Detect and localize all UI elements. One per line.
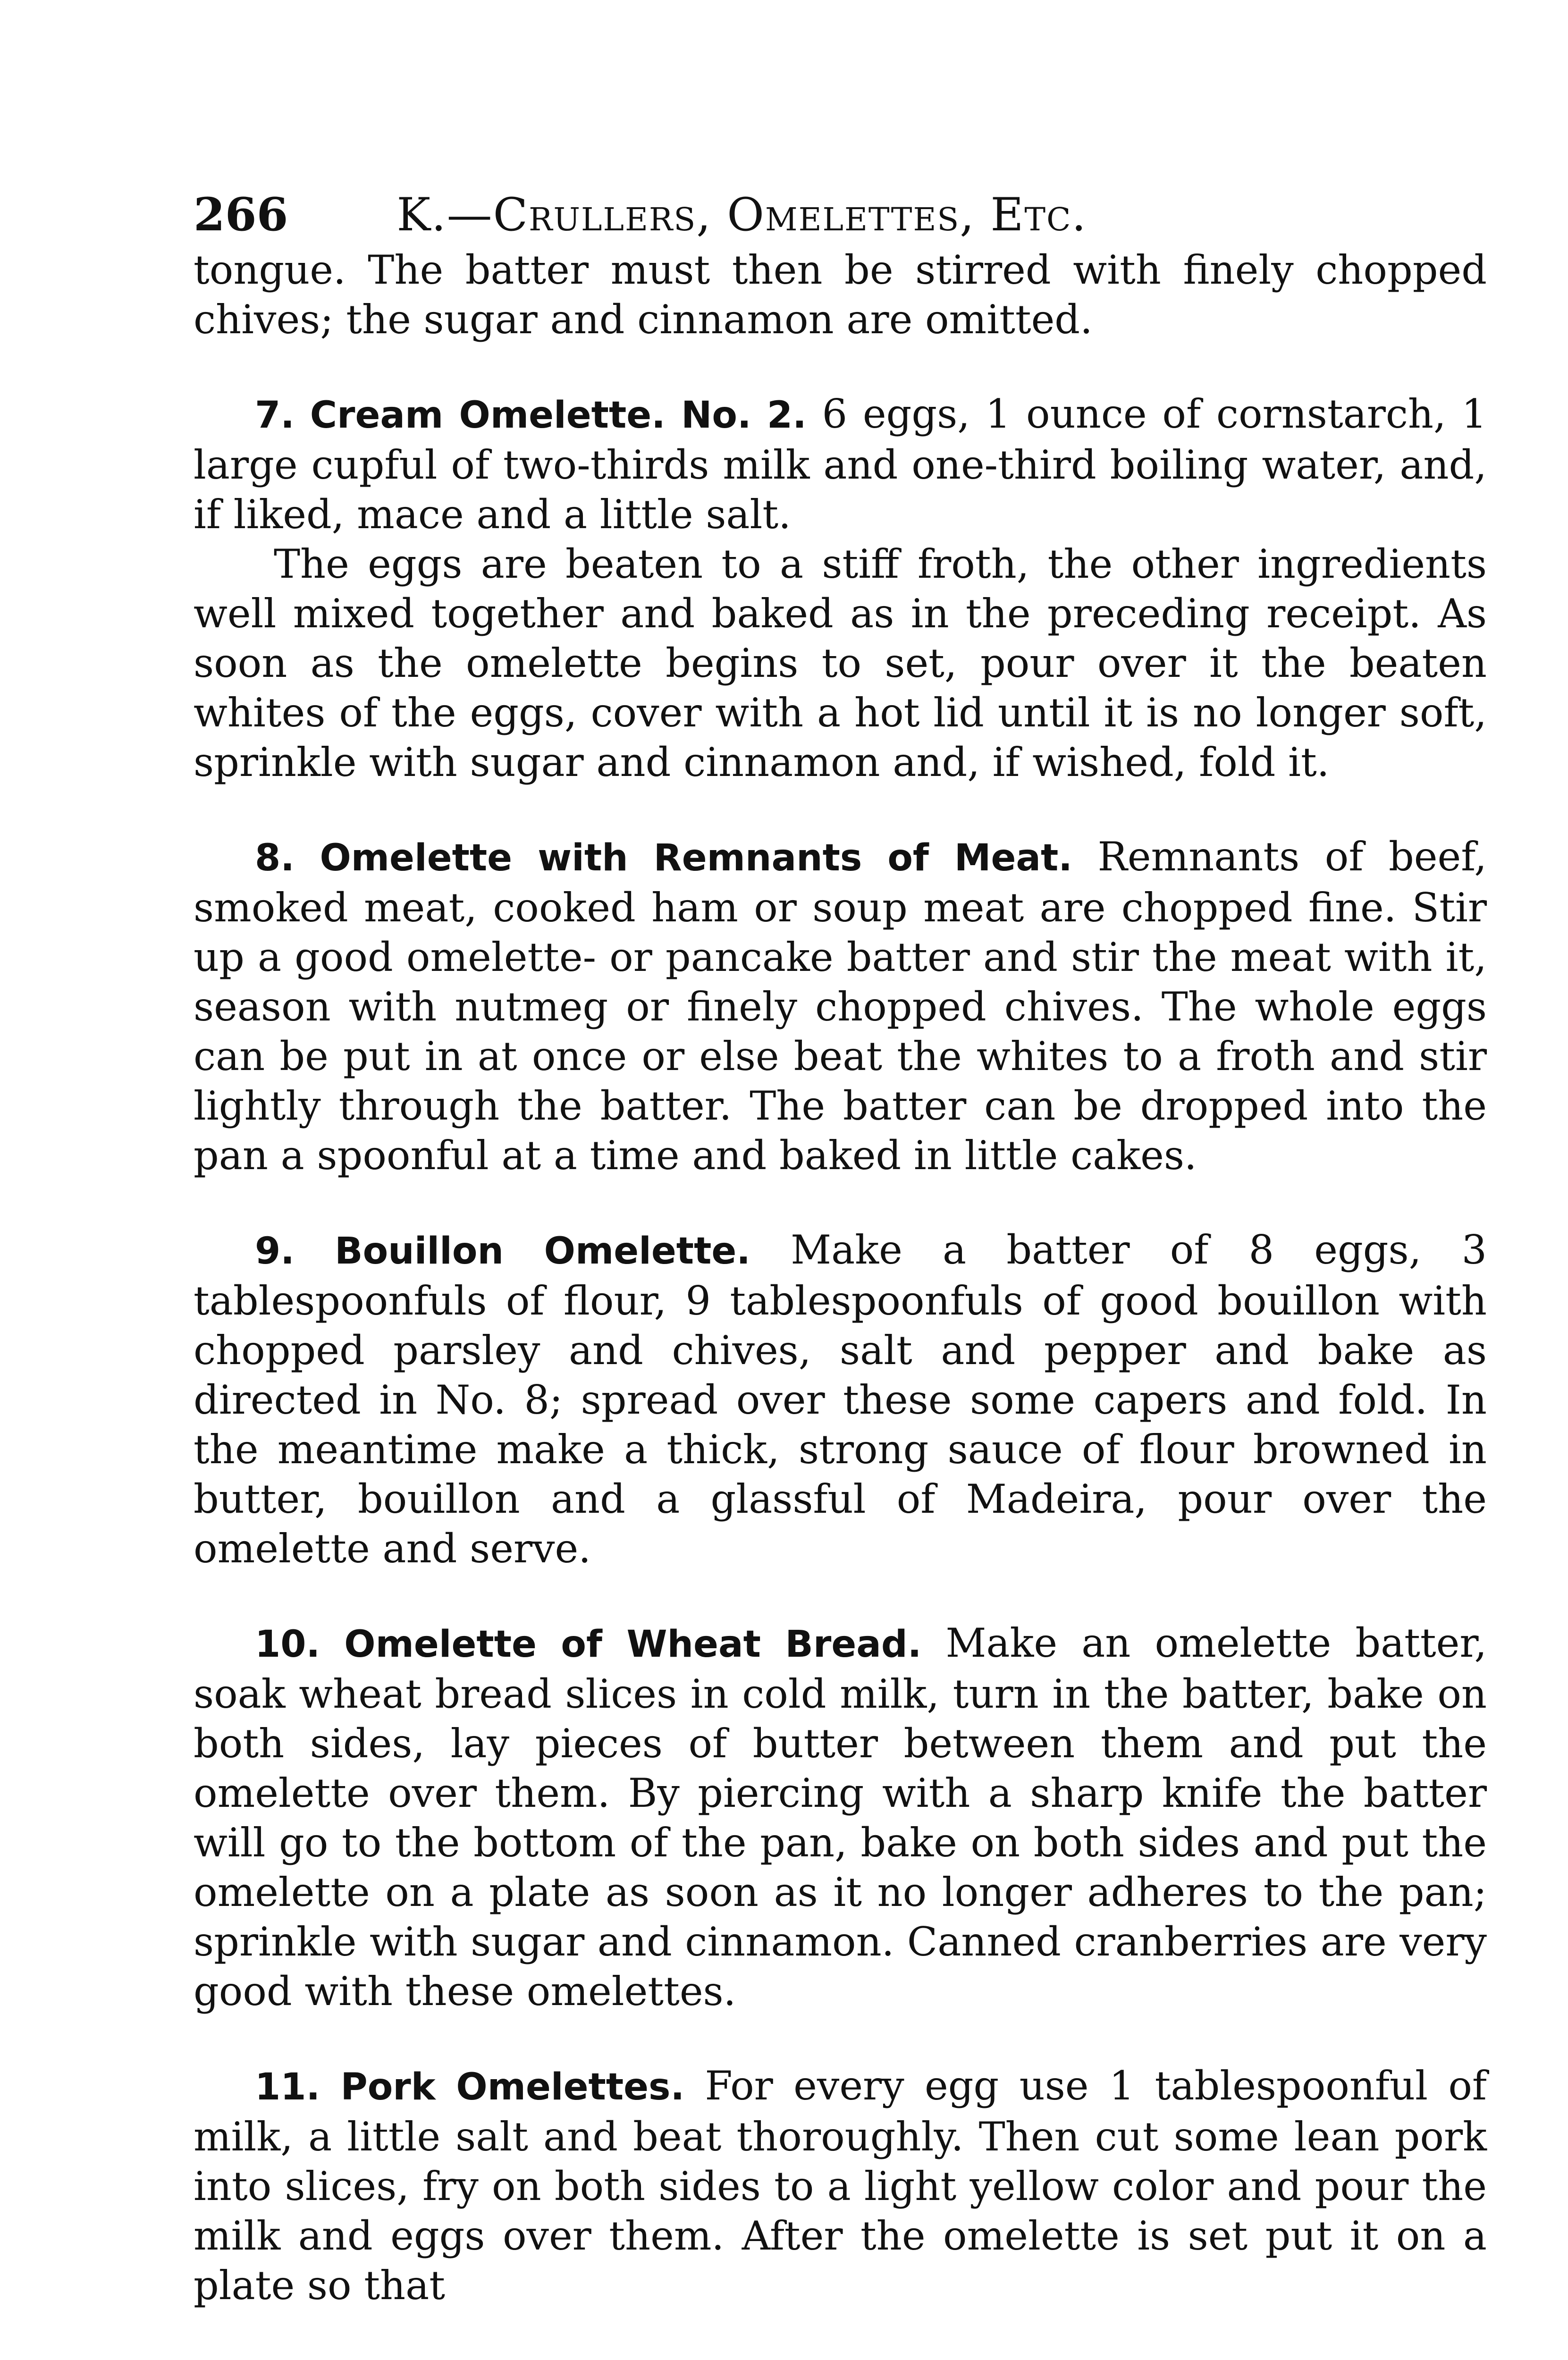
recipe-number: 10.	[255, 1623, 320, 1666]
recipe-title: Omelette of Wheat Bread.	[344, 1623, 922, 1666]
recipe-text: Make a batter of 8 eggs, 3 tablespoonfuls of flour, 9 tablespoonfuls of good bouillon with chopped parsley and chives, salt and pepper and bake as directed in No. 8; spread over these some capers and fold. In the meantime make a thick, strong sauce of flour browned in butter, bouillon and a glassful of Madeira, pour over the omelette and serve.	[194, 1227, 1487, 1572]
recipe-9	[194, 1225, 1487, 1574]
recipe-8	[194, 832, 1487, 1180]
recipe-title: Bouillon Omelette.	[335, 1230, 750, 1273]
recipe-number: 11.	[255, 2066, 320, 2108]
book-page	[194, 189, 1487, 2310]
running-head	[194, 189, 1487, 241]
recipe-number: 8.	[255, 837, 295, 879]
continuation-text: tongue. The batter must then be stirred with finely chopped chives; the sugar and cinnamon are omitted.	[194, 247, 1487, 343]
recipe-title: Cream Omelette. No. 2.	[310, 394, 807, 437]
recipe-title: Omelette with Remnants of Meat.	[320, 837, 1072, 879]
recipe-text: Remnants of beef, smoked meat, cooked ham or soup meat are chopped fine. Stir up a good omelette- or pancake batter and stir the meat with it, season with nutmeg or finely chopped chives. The whole eggs can be put in at once or else beat the whites to a froth and stir lightly through the batter. The batter can be dropped into the pan a spoonful at a time and baked in little cakes.	[194, 834, 1487, 1179]
recipe-10	[194, 1618, 1487, 2016]
recipe-7-paragraph-2: The eggs are beaten to a stiff froth, the other ingredients well mixed together and baked as in the preceding receipt. As soon as the omelette begins to set, pour over it the beaten whites of the eggs, cover with a hot lid until it is no longer soft, sprinkle with sugar and cinnamon and, if wished, fold it.	[194, 541, 1487, 785]
recipe-title: Pork Omelettes.	[340, 2066, 685, 2108]
recipe-11	[194, 2061, 1487, 2310]
page-number: 266	[194, 188, 288, 241]
recipe-number: 7.	[255, 394, 295, 437]
recipe-7	[194, 389, 1487, 539]
recipe-text: 6 eggs, 1 ounce of cornstarch, 1 large cupful of two-thirds milk and one-third boiling water, and, if liked, mace and a little salt.	[194, 391, 1487, 538]
recipe-text: For every egg use 1 tablespoonful of milk, a little salt and beat thoroughly. Then cut some lean pork into slices, fry on both sides to a light yellow color and pour the milk and eggs over them. After the omelette is set put it on a plate so that	[194, 2063, 1487, 2309]
recipe-text: Make an omelette batter, soak wheat bread slices in cold milk, turn in the batter, bake on both sides, lay pieces of butter between them and put the omelette over them. By piercing with a sharp knife the batter will go to the bottom of the pan, bake on both sides and put the omelette on a plate as soon as it no longer adheres to the pan; sprinkle with sugar and cinnamon. Canned cranberries are very good with these omelettes.	[194, 1620, 1487, 2014]
section-title: K.—Crullers, Omelettes, Etc.	[396, 188, 1087, 241]
recipe-number: 9.	[255, 1230, 295, 1273]
